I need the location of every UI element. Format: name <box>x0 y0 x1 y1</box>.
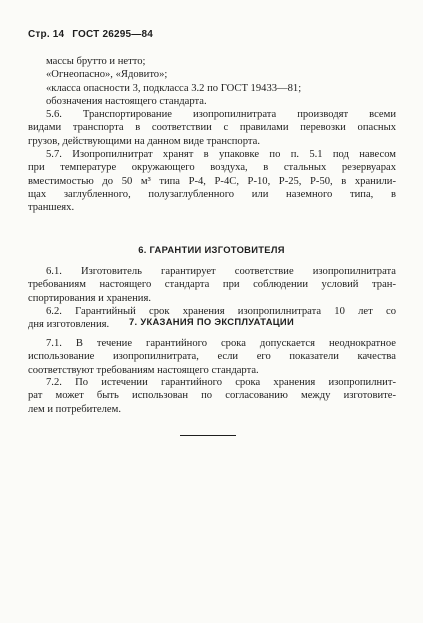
paragraph-7-2 <box>28 376 396 416</box>
paragraph-line: траншеях. <box>28 202 75 214</box>
paragraph-line: 5.7. Изопропилнитрат хранят в упаковке по п. 5.1 под навесом <box>46 149 396 160</box>
paragraph-line: использование изопропилнитрата, если его показатели качества <box>28 351 396 363</box>
paragraph-line: щах заглубленного, полузаглубленного или наземного типа, в <box>28 188 396 200</box>
section-7-heading: 7. УКАЗАНИЯ ПО ЭКСПЛУАТАЦИИ <box>129 316 294 327</box>
page-number: Стр. 14 <box>28 29 65 40</box>
marking-list <box>28 55 396 108</box>
marking-line: «класса опасности 3, подкласса 3.2 по ГОСТ 19433—81; <box>46 82 302 94</box>
paragraph-line: грузов, действующими на данном виде транспорта. <box>28 135 260 147</box>
marking-line: обозначения настоящего стандарта. <box>46 95 207 107</box>
paragraph-5-6 <box>28 108 396 148</box>
paragraph-line: 7.2. По истечении гарантийного срока хранения изопропилнит- <box>46 377 396 388</box>
standard-number: ГОСТ 26295—84 <box>72 29 154 40</box>
paragraph-line: вместимостью до 50 м³ типа Р-4, Р-4С, Р-10, Р-25, Р-50, в хранили- <box>28 175 396 187</box>
paragraph-line: рат может быть использован по согласованию между изготовите- <box>28 390 396 402</box>
paragraph-line: видами транспорта в соответствии с правилами перевозки опасных <box>28 122 396 134</box>
paragraph-6-1 <box>28 265 396 305</box>
paragraph-7-1 <box>28 337 396 377</box>
paragraph-5-7 <box>28 148 396 214</box>
paragraph-line: 6.1. Изготовитель гарантирует соответствие изопропилнитрата <box>46 266 396 277</box>
paragraph-line: при температуре окружающего воздуха, в стальных резервуарах <box>28 162 396 174</box>
page-header <box>28 28 153 41</box>
marking-line: массы брутто и нетто; <box>46 56 146 67</box>
paragraph-line: дня изготовления. <box>28 319 110 331</box>
paragraph-line: 7.1. В течение гарантийного срока допускается неоднократное <box>46 338 396 349</box>
paragraph-line: 5.6. Транспортирование изопропилнитрата производят всеми <box>46 109 396 120</box>
paragraph-line: 6.2. Гарантийный срок хранения изопропилнитрата 10 лет со <box>46 306 396 317</box>
paragraph-line: соответствуют требованиям настоящего стандарта. <box>28 364 259 376</box>
closing-rule <box>180 435 236 436</box>
paragraph-line: лем и потребителем. <box>28 403 121 415</box>
marking-line: «Огнеопасно», «Ядовито»; <box>46 69 168 81</box>
paragraph-line: спортирования и хранения. <box>28 292 151 304</box>
section-6-heading: 6. ГАРАНТИИ ИЗГОТОВИТЕЛЯ <box>138 244 285 255</box>
paragraph-line: требованиям настоящего стандарта при соблюдении условий тран- <box>28 279 396 291</box>
